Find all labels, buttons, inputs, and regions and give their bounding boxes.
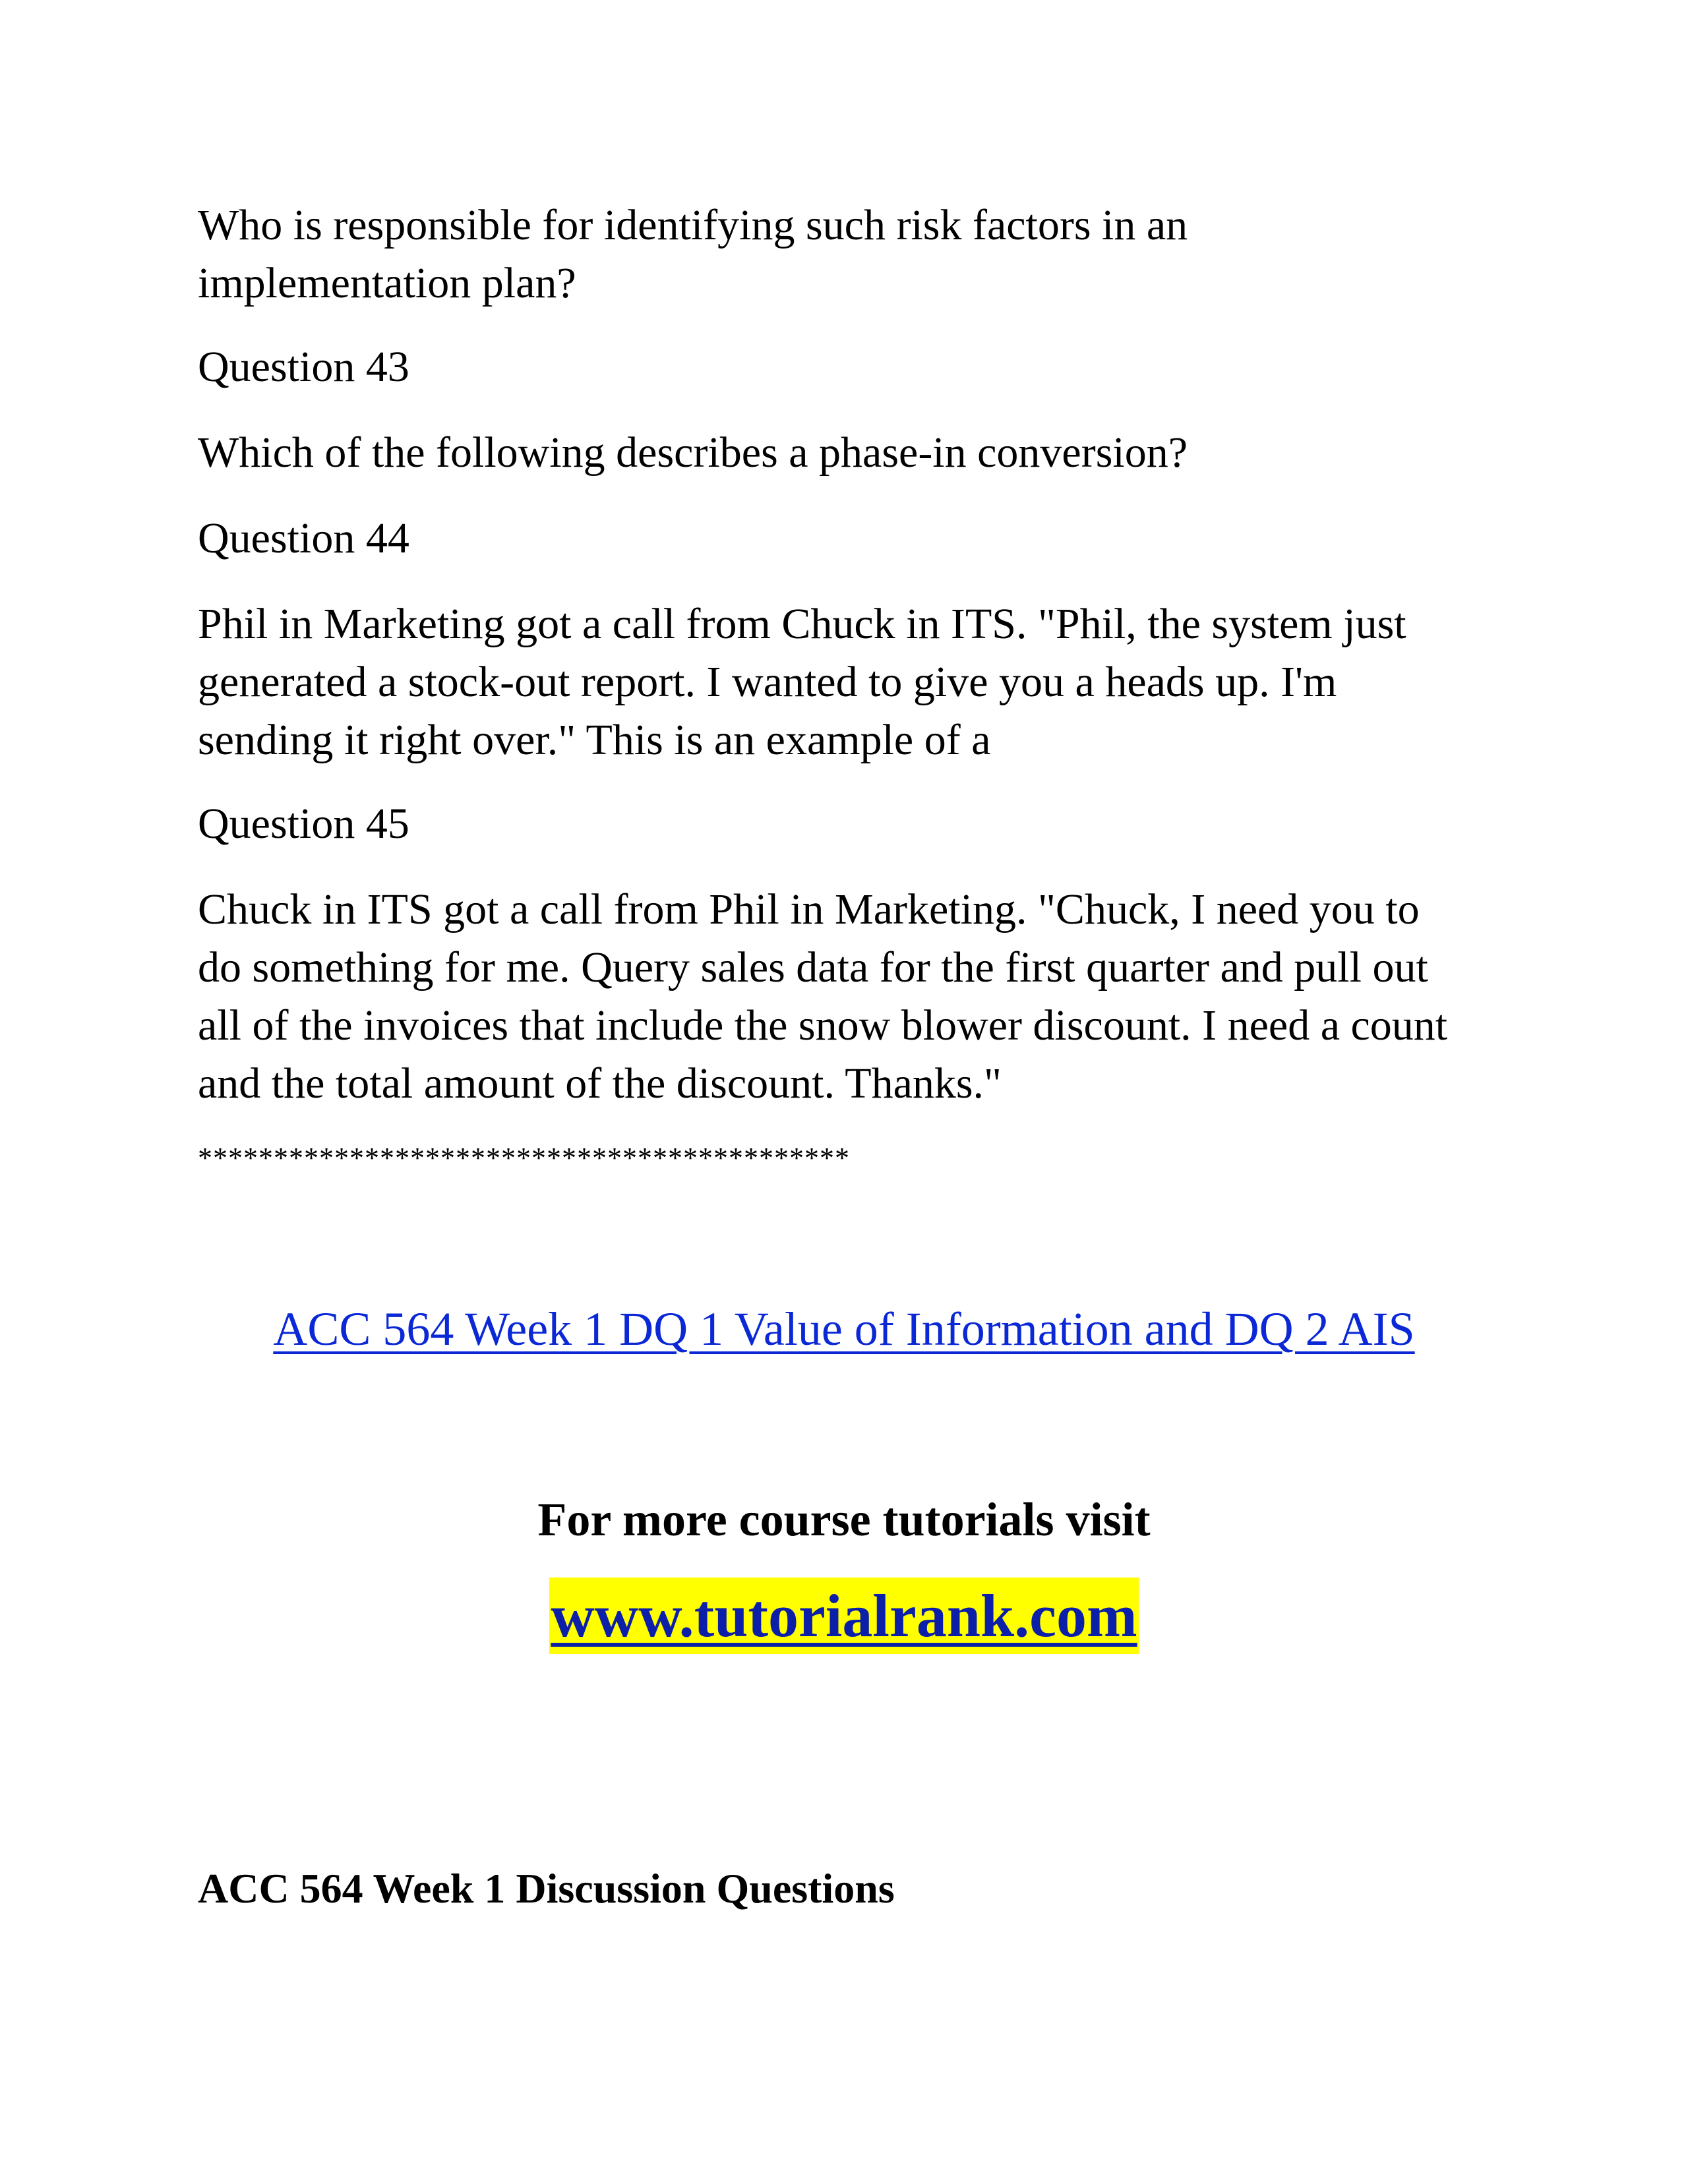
paragraph-line: Who is responsible for identifying such risk factors in an	[198, 201, 1188, 249]
course-link-container	[0, 1297, 1688, 1361]
question-44-text	[198, 595, 1490, 769]
paragraph-line: and the total amount of the discount. Thanks."	[198, 1059, 1002, 1107]
paragraph-line: all of the invoices that include the snow blower discount. I need a count	[198, 1001, 1448, 1049]
paragraph-line: do something for me. Query sales data for the first quarter and pull out	[198, 943, 1428, 991]
question-43-text: Which of the following describes a phase-in conversion?	[198, 428, 1188, 477]
paragraph-line: implementation plan?	[198, 259, 576, 307]
paragraph-line: sending it right over." This is an example of a	[198, 716, 991, 764]
question-45-label: Question 45	[198, 800, 409, 848]
website-link[interactable]: www.tutorialrank.com	[549, 1578, 1138, 1654]
website-link-container	[0, 1578, 1688, 1654]
paragraph-line: Chuck in ITS got a call from Phil in Marketing. "Chuck, I need you to	[198, 885, 1420, 933]
paragraph-line: generated a stock-out report. I wanted to give you a heads up. I'm	[198, 658, 1337, 706]
visit-prompt: For more course tutorials visit	[537, 1493, 1151, 1546]
risk-question-paragraph	[198, 196, 1490, 312]
asterisk-separator: *******************************************	[198, 1142, 850, 1174]
section-heading: ACC 564 Week 1 Discussion Questions	[198, 1865, 895, 1912]
question-45-text	[198, 881, 1490, 1113]
question-43-label: Question 43	[198, 343, 409, 391]
paragraph-line: Phil in Marketing got a call from Chuck in ITS. "Phil, the system just	[198, 600, 1406, 648]
question-44-label: Question 44	[198, 514, 409, 562]
course-link[interactable]: ACC 564 Week 1 DQ 1 Value of Information and DQ 2 AIS	[273, 1303, 1415, 1355]
